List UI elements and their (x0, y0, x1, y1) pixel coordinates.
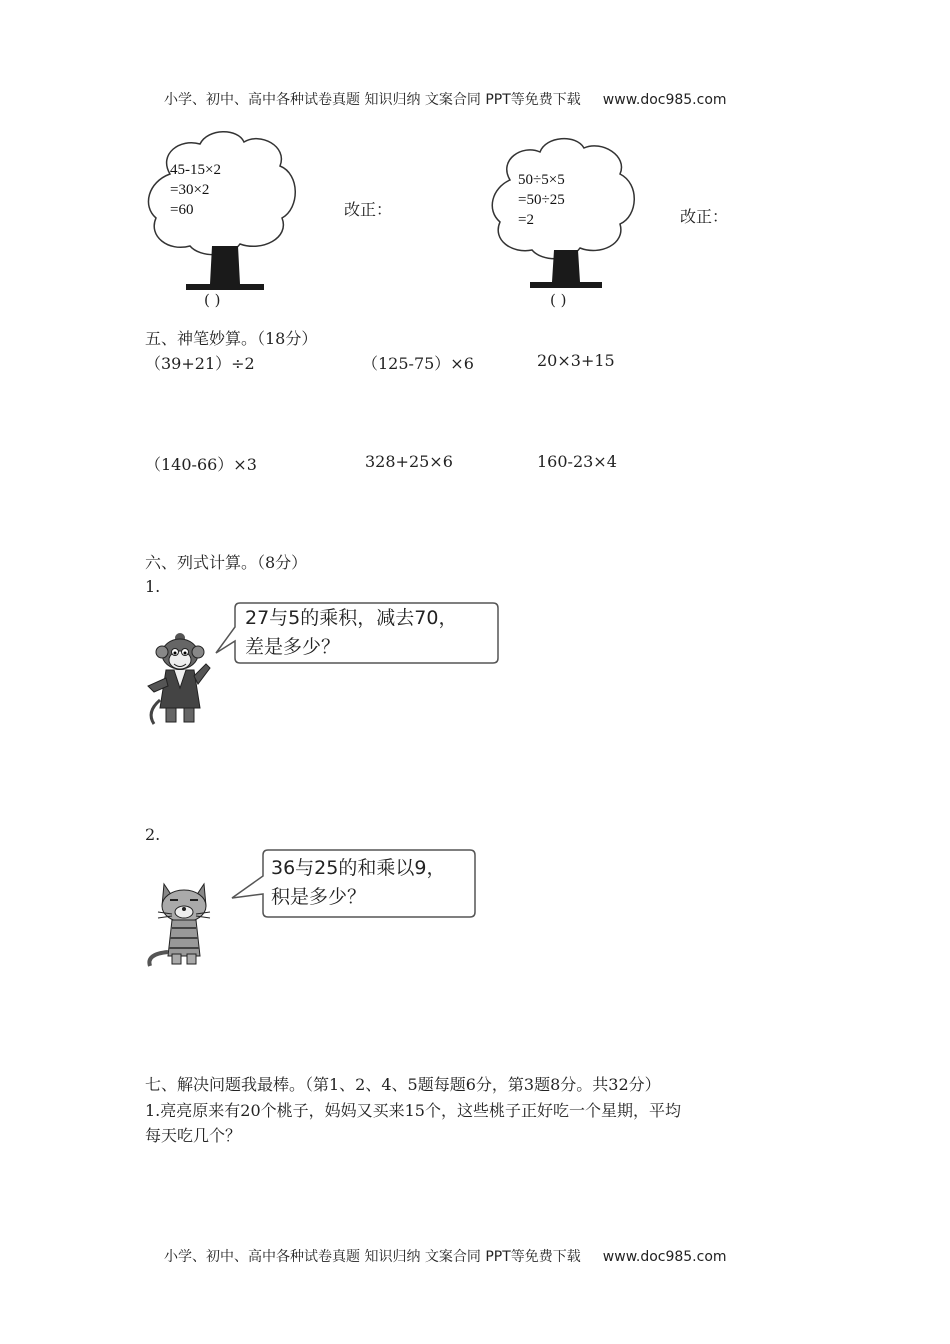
section-6-title: 六、列式计算。（8分） (145, 553, 308, 572)
header-text: 小学、初中、高中各种试卷真题 知识归纳 文案合同 PPT等免费下载 (164, 92, 581, 108)
bubble-2-line: 36与25的和乘以9， (271, 857, 446, 879)
tree-2-line: =2 (518, 212, 534, 228)
tree-2-work (518, 170, 565, 230)
page-header (164, 89, 727, 109)
footer-site: www.doc985.com (602, 1249, 727, 1265)
tree-2-judgment-paren[interactable]: ( ) (550, 291, 567, 309)
tree-1-line: 45-15×2 (170, 162, 221, 178)
tree-cloud-2 (486, 134, 646, 294)
section-7-title: 七、解决问题我最棒。（第1、2、4、5题每题6分，第3题8分。共32分） (145, 1075, 661, 1094)
bubble-1-text (245, 604, 457, 662)
problem-1-line: 每天吃几个？ (145, 1126, 242, 1145)
bubble-1-line: 差是多少？ (245, 636, 341, 658)
tree-2-line: 50÷5×5 (518, 172, 565, 188)
tree-1-line: =30×2 (170, 182, 210, 198)
bubble-1-line: 27与5的乘积，减去70， (245, 607, 458, 629)
footer-text: 小学、初中、高中各种试卷真题 知识归纳 文案合同 PPT等免费下载 (164, 1249, 581, 1265)
problem-1-line: 1.亮亮原来有20个桃子，妈妈又买来15个，这些桃子正好吃一个星期，平均 (145, 1101, 681, 1120)
calc-item: （125-75）×6 (362, 354, 474, 373)
tree-1-correction-label: 改正： (344, 200, 393, 219)
tree-1-judgment-paren[interactable]: ( ) (204, 291, 221, 309)
bubble-2-line: 积是多少？ (271, 886, 367, 908)
tree-1-work (170, 160, 221, 220)
page-footer (164, 1246, 727, 1266)
bubble-2-text (271, 854, 445, 912)
calc-item: 328+25×6 (365, 452, 453, 471)
calc-item: （39+21）÷2 (145, 354, 255, 373)
section-5-title: 五、神笔妙算。（18分） (145, 329, 318, 348)
calc-item: 20×3+15 (537, 351, 615, 370)
tree-1-line: =60 (170, 202, 194, 218)
question-number: 1. (145, 577, 161, 596)
calc-item: （140-66）×3 (145, 455, 257, 474)
header-site: www.doc985.com (602, 92, 727, 108)
question-number: 2. (145, 825, 161, 844)
calc-item: 160-23×4 (537, 452, 617, 471)
tree-cloud-1 (140, 124, 310, 294)
tree-2-line: =50÷25 (518, 192, 565, 208)
cat-illustration (144, 876, 224, 968)
monkey-illustration (144, 628, 216, 728)
tree-2-correction-label: 改正： (680, 207, 729, 226)
